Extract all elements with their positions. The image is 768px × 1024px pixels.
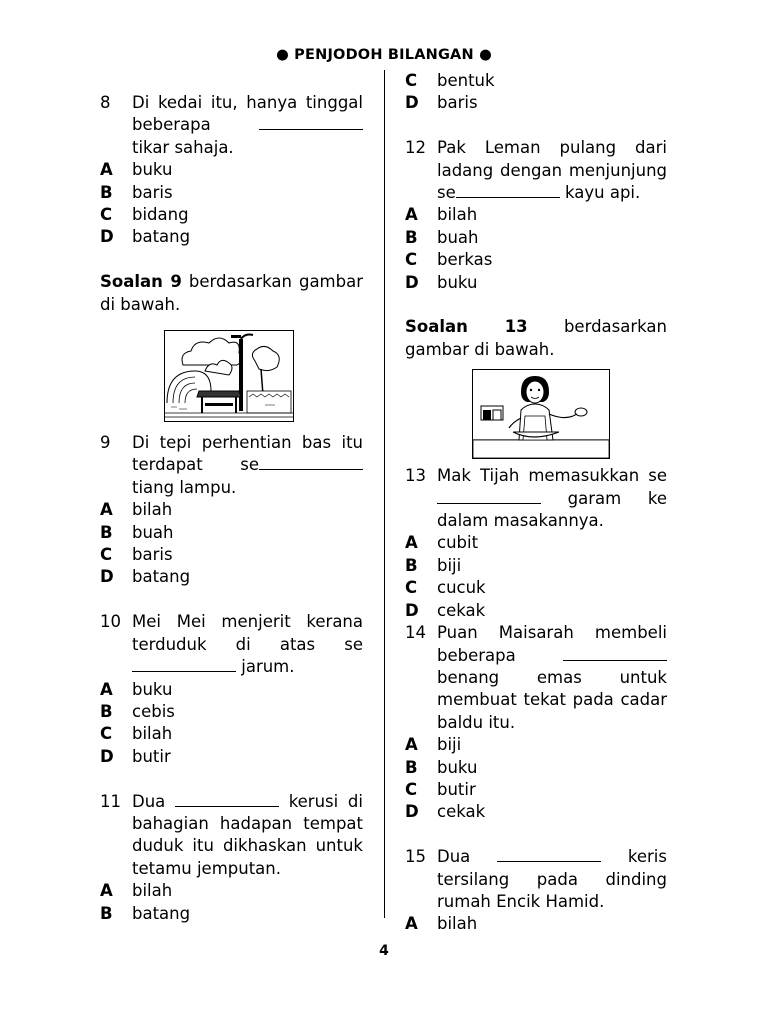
option-a: A buku	[100, 679, 173, 699]
question-stem: Puan Maisarah membeli beberapa benang emas untuk membuat tekat pada cadar baldu itu.	[437, 623, 667, 732]
question-number: 8	[100, 93, 111, 112]
soalan-9-instruction: Soalan 9 berdasarkan gambar di bawah.	[100, 272, 364, 314]
option-a: A cubit	[405, 533, 479, 553]
question-stem: Dua keris tersilang pada dinding rumah Encik Hamid.	[437, 847, 667, 911]
answer-blank	[456, 183, 560, 198]
option-d: D butir	[100, 746, 171, 766]
option-d: D cekak	[405, 802, 486, 822]
option-b: B buah	[405, 227, 479, 247]
question-stem: Mei Mei menjerit kerana terduduk di atas se jarum.	[132, 612, 363, 677]
question-11	[100, 791, 363, 881]
option-d: D batang	[100, 567, 191, 587]
option-c: C baris	[100, 545, 173, 565]
column-divider	[384, 70, 385, 918]
option-d: D buku	[405, 272, 478, 292]
option-b: B buku	[405, 757, 478, 777]
option-a: A bilah	[405, 914, 478, 934]
option-a: A buku	[100, 160, 173, 180]
question-number: 12	[405, 138, 426, 158]
option-c: C bidang	[100, 205, 189, 225]
option-c: C bilah	[100, 724, 173, 744]
question-number: 14	[405, 623, 426, 643]
option-d: D batang	[100, 227, 191, 247]
cooking-woman-picture	[472, 369, 610, 459]
question-15	[405, 846, 667, 913]
option-d: D baris	[405, 93, 478, 113]
answer-blank	[563, 646, 667, 661]
option-b: B batang	[100, 903, 191, 923]
question-12	[405, 137, 667, 204]
question-13	[405, 465, 667, 532]
option-a: A biji	[405, 735, 462, 755]
page-header-title: ● PENJODOH BILANGAN ●	[276, 47, 492, 63]
answer-blank	[497, 847, 601, 862]
option-c: C butir	[405, 779, 476, 799]
option-a: A bilah	[100, 500, 173, 520]
option-a: A bilah	[100, 881, 173, 901]
question-stem: Dua kerusi di bahagian hadapan tempat duduk itu dikhaskan untuk tetamu jemputan.	[132, 791, 363, 878]
question-stem: Pak Leman pulang dari ladang dengan menjunjung se kayu api.	[437, 138, 667, 203]
question-10	[100, 611, 363, 678]
option-b: B baris	[100, 182, 173, 202]
soalan-13-instruction: Soalan 13 berdasarkan gambar di bawah.	[405, 317, 667, 359]
answer-blank	[259, 115, 363, 130]
option-c: C cucuk	[405, 578, 486, 598]
question-number: 15	[405, 847, 426, 867]
question-stem: Di kedai itu, hanya tinggal beberapa tikar sahaja.	[132, 93, 363, 157]
question-stem: Di tepi perhentian bas itu terdapat se tiang lampu.	[132, 433, 363, 497]
left-column	[100, 92, 363, 925]
question-number: 13	[405, 466, 426, 486]
option-b: B buah	[100, 522, 174, 542]
right-column	[405, 70, 667, 936]
question-stem: Mak Tijah memasukkan se garam ke dalam masakannya.	[437, 466, 667, 531]
option-a: A bilah	[405, 205, 478, 225]
option-c: C berkas	[405, 250, 493, 270]
question-8	[100, 92, 363, 159]
question-9	[100, 432, 363, 499]
question-number: 10	[100, 612, 121, 632]
option-b: B biji	[405, 555, 462, 575]
option-d: D cekak	[405, 600, 486, 620]
answer-blank	[259, 455, 363, 470]
option-b: B cebis	[100, 701, 175, 721]
bus-stop-picture	[164, 330, 294, 422]
answer-blank	[175, 792, 279, 807]
question-14	[405, 622, 667, 734]
answer-blank	[132, 657, 236, 672]
question-number: 9	[100, 433, 111, 453]
page-number: 4	[379, 943, 389, 959]
option-c: C bentuk	[405, 71, 495, 90]
question-number: 11	[100, 791, 121, 811]
answer-blank	[437, 489, 541, 504]
